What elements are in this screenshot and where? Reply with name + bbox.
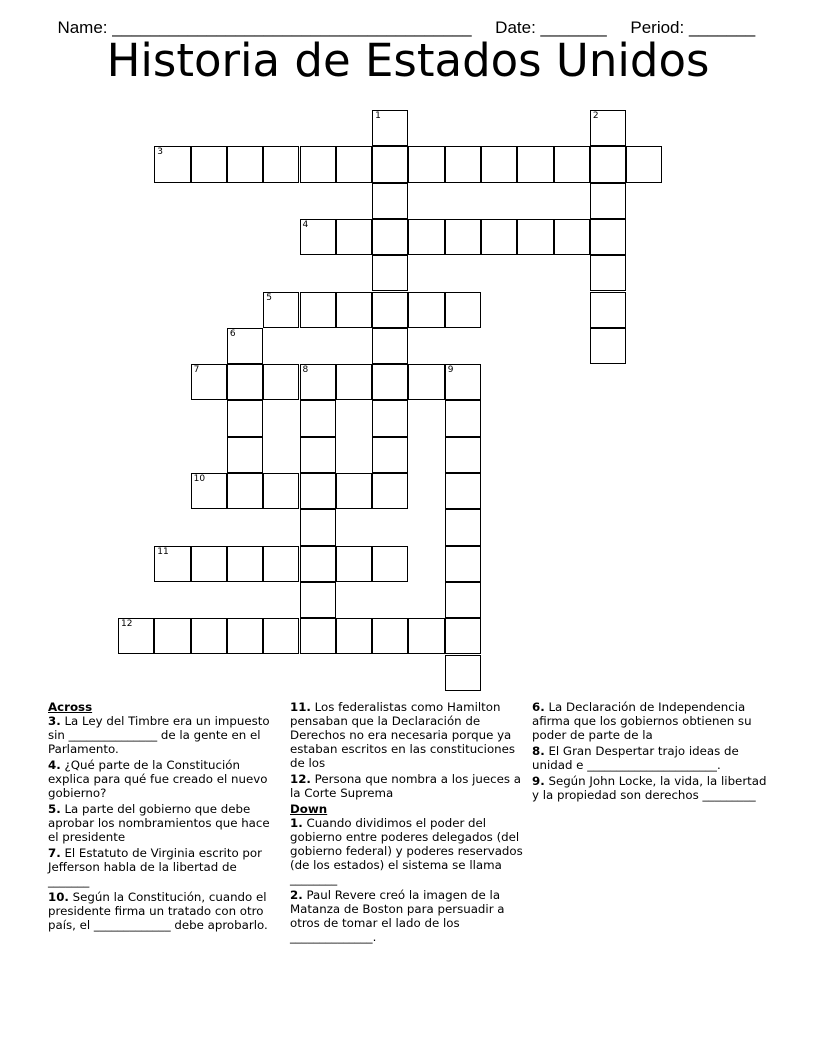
crossword-cell[interactable]: [408, 219, 444, 255]
crossword-cell[interactable]: [336, 618, 372, 654]
clue-number: 5: [266, 292, 272, 303]
clue-item: [48, 890, 273, 932]
date-blank[interactable]: _______: [540, 18, 607, 37]
crossword-cell[interactable]: [300, 364, 336, 400]
crossword-cell[interactable]: [300, 473, 336, 509]
crossword-cell[interactable]: [227, 364, 263, 400]
crossword-cell[interactable]: [300, 618, 336, 654]
clue-item: [48, 714, 273, 756]
crossword-cell[interactable]: [336, 364, 372, 400]
across-clue-list: [48, 714, 273, 932]
clue-item-text: Persona que nombra a los jueces a la Corte Suprema: [290, 772, 522, 800]
crossword-cell[interactable]: [408, 292, 444, 328]
crossword-cell[interactable]: [300, 292, 336, 328]
clue-item-number: 8.: [532, 744, 545, 758]
clue-item-number: 4.: [48, 758, 61, 772]
crossword-cell[interactable]: [590, 110, 626, 146]
clue-item-number: 5.: [48, 802, 61, 816]
clue-number: 7: [193, 365, 200, 376]
crossword-cell[interactable]: [263, 364, 299, 400]
clue-number: 10: [193, 474, 206, 484]
crossword-cell[interactable]: [590, 146, 626, 182]
clue-item-number: 2.: [290, 888, 303, 902]
crossword-cell[interactable]: [263, 292, 299, 328]
crossword-cell[interactable]: [154, 146, 190, 182]
period-label: Period:: [630, 18, 685, 37]
crossword-cell[interactable]: [372, 364, 408, 400]
crossword-cell[interactable]: [336, 546, 372, 582]
crossword-cell[interactable]: [372, 400, 408, 436]
clue-item: [290, 816, 525, 886]
crossword-cell[interactable]: [336, 146, 372, 182]
clue-item: [48, 846, 273, 888]
clue-item-number: 6.: [532, 700, 545, 714]
crossword-cell[interactable]: [445, 618, 481, 654]
crossword-cell[interactable]: [408, 364, 444, 400]
crossword-cell[interactable]: [263, 546, 299, 582]
clue-item: [532, 774, 772, 802]
clue-item-number: 11.: [290, 700, 311, 714]
crossword-cell[interactable]: [191, 473, 227, 509]
crossword-cell[interactable]: [554, 146, 590, 182]
clue-item-number: 7.: [48, 846, 61, 860]
clue-item-text: El Gran Despertar trajo ideas de unidad e ______________________.: [532, 744, 739, 772]
crossword-cell[interactable]: [227, 146, 263, 182]
crossword-cell[interactable]: [227, 328, 263, 364]
crossword-cell[interactable]: [445, 292, 481, 328]
clue-item: [48, 802, 273, 844]
clue-item-number: 1.: [290, 816, 303, 830]
clue-item: [532, 700, 772, 742]
clue-item: [290, 888, 525, 944]
crossword-cell[interactable]: [227, 400, 263, 436]
down-heading: Down: [290, 802, 328, 816]
crossword-cell[interactable]: [227, 618, 263, 654]
crossword-cell[interactable]: [118, 618, 154, 654]
crossword-cell[interactable]: [300, 509, 336, 545]
crossword-cell[interactable]: [554, 219, 590, 255]
crossword-cell[interactable]: [445, 219, 481, 255]
crossword-cell[interactable]: [445, 655, 481, 691]
clue-item-number: 10.: [48, 890, 69, 904]
crossword-cell[interactable]: [445, 546, 481, 582]
clue-item-number: 9.: [532, 774, 545, 788]
clue-item-text: Cuando dividimos el poder del gobierno entre poderes delegados (del gobierno federal) y poderes reservados (de los estados) el sistema se llama ________: [290, 816, 523, 886]
clue-number: 11: [157, 546, 169, 557]
clue-item-text: Según John Locke, la vida, la libertad y la propiedad son derechos _________: [532, 774, 767, 802]
crossword-cell[interactable]: [191, 146, 227, 182]
clue-item-text: La Declaración de Independencia afirma que los gobiernos obtienen su poder de parte de la: [532, 700, 752, 742]
down-clue-list-continued: [532, 700, 772, 802]
crossword-cell[interactable]: [481, 219, 517, 255]
crossword-cell[interactable]: [445, 582, 481, 618]
clue-item-text: El Estatuto de Virginia escrito por Jefferson habla de la libertad de _______: [48, 846, 262, 888]
period-blank[interactable]: _______: [688, 18, 756, 37]
name-blank[interactable]: ______________________________________: [112, 18, 472, 37]
crossword-cell[interactable]: [300, 146, 336, 182]
crossword-cell[interactable]: [445, 364, 481, 400]
crossword-cell[interactable]: [517, 146, 553, 182]
crossword-cell[interactable]: [445, 400, 481, 436]
clue-item: [48, 758, 273, 800]
crossword-cell[interactable]: [517, 219, 553, 255]
crossword-cell[interactable]: [590, 328, 626, 364]
crossword-cell[interactable]: [590, 292, 626, 328]
crossword-cell[interactable]: [372, 146, 408, 182]
crossword-cell[interactable]: [372, 328, 408, 364]
clue-number: 9: [447, 365, 454, 376]
crossword-cell[interactable]: [191, 364, 227, 400]
date-label: Date:: [495, 18, 536, 37]
clue-item-text: La Ley del Timbre era un impuesto sin _______________ de la gente en el Parlamento.: [48, 714, 270, 756]
clue-item-text: Los federalistas como Hamilton pensaban que la Declaración de Derechos no era necesaria porque ya estaban escritos en las constituciones de los: [290, 700, 516, 770]
across-clue-list-continued: [290, 700, 525, 800]
crossword-cell[interactable]: [300, 582, 336, 618]
clue-number: 4: [302, 219, 309, 230]
crossword-cell[interactable]: [408, 146, 444, 182]
crossword-cell[interactable]: [445, 437, 481, 473]
clue-item-text: ¿Qué parte de la Constitución explica para qué fue creado el nuevo gobierno?: [48, 758, 268, 800]
clues-column-2: [290, 700, 525, 946]
page-title: Historia de Estados Unidos: [106, 34, 710, 87]
crossword-cell[interactable]: [445, 509, 481, 545]
crossword-cell[interactable]: [372, 618, 408, 654]
crossword-cell[interactable]: [590, 183, 626, 219]
crossword-cell[interactable]: [372, 255, 408, 291]
crossword-cell[interactable]: [408, 618, 444, 654]
crossword-cell[interactable]: [372, 292, 408, 328]
crossword-cell[interactable]: [191, 546, 227, 582]
crossword-cell[interactable]: [445, 146, 481, 182]
crossword-cell[interactable]: [372, 219, 408, 255]
crossword-cell[interactable]: [300, 546, 336, 582]
clue-number: 8: [302, 365, 309, 376]
crossword-cell[interactable]: [481, 146, 517, 182]
clue-number: 1: [375, 111, 381, 121]
crossword-cell[interactable]: [191, 618, 227, 654]
crossword-cell[interactable]: [336, 473, 372, 509]
down-clue-list: [290, 816, 525, 944]
crossword-cell[interactable]: [372, 183, 408, 219]
name-label: Name:: [57, 18, 108, 37]
clue-number: 3: [157, 147, 164, 158]
clue-item-text: Paul Revere creó la imagen de la Matanza de Boston para persuadir a otros de tomar el lado de los ______________.: [290, 888, 505, 944]
clue-item-number: 3.: [48, 714, 61, 728]
crossword-cell[interactable]: [445, 473, 481, 509]
crossword-cell[interactable]: [263, 473, 299, 509]
crossword-cell[interactable]: [336, 219, 372, 255]
clue-item: [532, 744, 772, 772]
clue-item: [290, 700, 525, 770]
crossword-cell[interactable]: [154, 618, 190, 654]
crossword-cell[interactable]: [263, 146, 299, 182]
crossword-cell[interactable]: [227, 437, 263, 473]
crossword-cell[interactable]: [154, 546, 190, 582]
crossword-cell[interactable]: [300, 219, 336, 255]
crossword-cell[interactable]: [227, 473, 263, 509]
across-heading: Across: [48, 700, 93, 714]
clue-item-number: 12.: [290, 772, 311, 786]
crossword-cell[interactable]: [263, 618, 299, 654]
crossword-cell[interactable]: [227, 546, 263, 582]
clue-number: 2: [592, 111, 599, 121]
crossword-cell[interactable]: [372, 546, 408, 582]
clue-item-text: Según la Constitución, cuando el presidente firma un tratado con otro país, el _____________ debe aprobarlo.: [48, 890, 268, 932]
clue-item: [290, 772, 525, 800]
crossword-cell[interactable]: [372, 110, 408, 146]
crossword-cell[interactable]: [590, 255, 626, 291]
clues-column-3: [532, 700, 772, 804]
clues-column-1: [48, 700, 273, 934]
crossword-cell[interactable]: [336, 292, 372, 328]
crossword-cell[interactable]: [372, 437, 408, 473]
crossword-cell[interactable]: [300, 437, 336, 473]
clue-number: 12: [121, 619, 133, 630]
crossword-cell[interactable]: [590, 219, 626, 255]
crossword-cell[interactable]: [626, 146, 662, 182]
crossword-cell[interactable]: [372, 473, 408, 509]
crossword-cell[interactable]: [300, 400, 336, 436]
clue-number: 6: [229, 328, 236, 339]
clue-item-text: La parte del gobierno que debe aprobar los nombramientos que hace el presidente: [48, 802, 270, 844]
